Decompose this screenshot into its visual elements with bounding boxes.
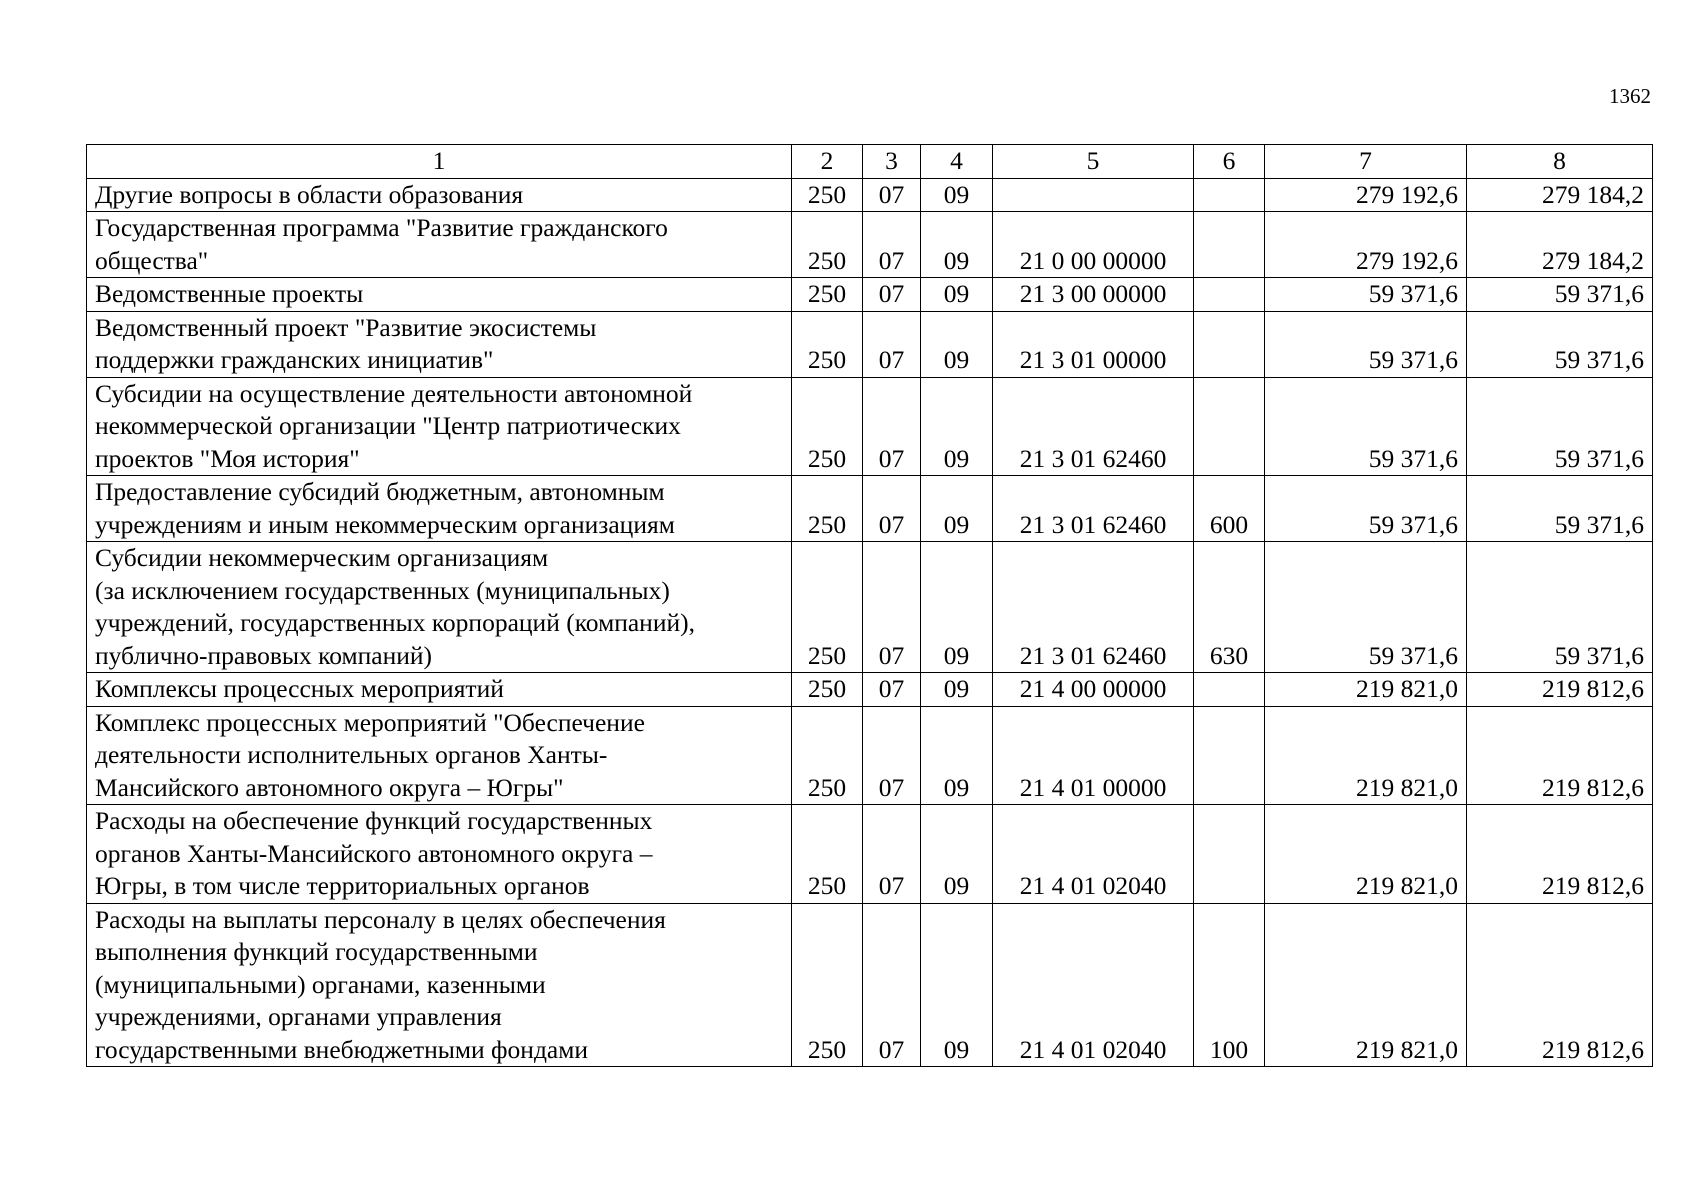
header-cell: 6 [1194, 145, 1265, 179]
table-header-row [87, 145, 1653, 179]
row-name-cell [87, 476, 792, 542]
table-row [87, 278, 1653, 312]
amount-col7-cell: 59 371,6 [1265, 542, 1467, 673]
expense-type-cell [1194, 673, 1265, 707]
table-row [87, 706, 1653, 805]
subsection-code-cell: 09 [921, 377, 993, 476]
row-name-line: учреждениями, органами управления [95, 1002, 502, 1031]
table-row [87, 311, 1653, 377]
subsection-code-cell: 09 [921, 476, 993, 542]
amount-col7-cell: 219 821,0 [1265, 673, 1467, 707]
subsection-code-cell: 09 [921, 903, 993, 1067]
amount-col8-cell: 59 371,6 [1467, 542, 1653, 673]
row-name-line: Предоставление субсидий бюджетным, автономным [95, 477, 665, 506]
row-name-line: деятельности исполнительных органов Ханты- [95, 740, 608, 769]
expense-type-cell [1194, 706, 1265, 805]
target-article-cell: 21 3 00 00000 [993, 278, 1194, 312]
amount-col8-cell: 219 812,6 [1467, 805, 1653, 904]
target-article-cell: 21 3 01 00000 [993, 311, 1194, 377]
target-article-cell: 21 4 01 02040 [993, 805, 1194, 904]
table-row [87, 903, 1653, 1067]
section-code-cell: 07 [863, 377, 921, 476]
row-name-cell [87, 278, 792, 312]
ved-code-cell: 250 [792, 377, 863, 476]
table-body [87, 145, 1653, 1067]
row-name-cell [87, 311, 792, 377]
subsection-code-cell: 09 [921, 706, 993, 805]
target-article-cell: 21 4 01 00000 [993, 706, 1194, 805]
subsection-code-cell: 09 [921, 212, 993, 278]
section-code-cell: 07 [863, 805, 921, 904]
amount-col7-cell: 59 371,6 [1265, 377, 1467, 476]
header-cell: 8 [1467, 145, 1653, 179]
expense-type-cell: 630 [1194, 542, 1265, 673]
ved-code-cell: 250 [792, 805, 863, 904]
amount-col8-cell: 219 812,6 [1467, 903, 1653, 1067]
row-name-line: Ведомственные проекты [95, 279, 364, 308]
amount-col8-cell: 59 371,6 [1467, 377, 1653, 476]
target-article-cell: 21 4 00 00000 [993, 673, 1194, 707]
ved-code-cell: 250 [792, 903, 863, 1067]
ved-code-cell: 250 [792, 311, 863, 377]
expense-type-cell [1194, 805, 1265, 904]
row-name-line: (за исключением государственных (муниципальных) [95, 575, 670, 605]
amount-col8-cell: 279 184,2 [1467, 212, 1653, 278]
amount-col7-cell: 219 821,0 [1265, 706, 1467, 805]
row-name-line: Государственная программа "Развитие гражданского [95, 213, 668, 242]
row-name-line: органов Ханты-Мансийского автономного округа – [95, 838, 653, 868]
subsection-code-cell: 09 [921, 178, 993, 212]
amount-col8-cell: 59 371,6 [1467, 311, 1653, 377]
ved-code-cell: 250 [792, 476, 863, 542]
ved-code-cell: 250 [792, 706, 863, 805]
target-article-cell [993, 178, 1194, 212]
subsection-code-cell: 09 [921, 542, 993, 673]
amount-col7-cell: 279 192,6 [1265, 178, 1467, 212]
header-cell: 3 [863, 145, 921, 179]
amount-col7-cell: 219 821,0 [1265, 805, 1467, 904]
header-cell: 4 [921, 145, 993, 179]
expense-type-cell [1194, 212, 1265, 278]
row-name-line: Расходы на выплаты персоналу в целях обеспечения [95, 904, 666, 934]
row-name-cell [87, 673, 792, 707]
row-name-line: учреждениям и иным некоммерческим организациям [95, 509, 675, 539]
amount-col8-cell: 219 812,6 [1467, 673, 1653, 707]
row-name-line: общества" [95, 245, 209, 275]
target-article-cell: 21 3 01 62460 [993, 542, 1194, 673]
row-name-line: (муниципальными) органами, казенными [95, 969, 546, 999]
subsection-code-cell: 09 [921, 673, 993, 707]
row-name-line: Субсидии некоммерческим организациям [95, 543, 549, 572]
ved-code-cell: 250 [792, 212, 863, 278]
expense-type-cell [1194, 311, 1265, 377]
ved-code-cell: 250 [792, 542, 863, 673]
amount-col8-cell: 279 184,2 [1467, 178, 1653, 212]
amount-col8-cell: 59 371,6 [1467, 278, 1653, 312]
section-code-cell: 07 [863, 278, 921, 312]
row-name-cell [87, 377, 792, 476]
table-row [87, 212, 1653, 278]
section-code-cell: 07 [863, 673, 921, 707]
row-name-line: Югры, в том числе территориальных органов [95, 871, 590, 900]
header-cell: 2 [792, 145, 863, 179]
table-row [87, 377, 1653, 476]
amount-col7-cell: 59 371,6 [1265, 476, 1467, 542]
table-row [87, 476, 1653, 542]
ved-code-cell: 250 [792, 178, 863, 212]
table-row [87, 673, 1653, 707]
table-row [87, 805, 1653, 904]
table-row [87, 178, 1653, 212]
expense-type-cell [1194, 278, 1265, 312]
target-article-cell: 21 3 01 62460 [993, 476, 1194, 542]
row-name-line: Расходы на обеспечение функций государственных [95, 806, 653, 835]
target-article-cell: 21 3 01 62460 [993, 377, 1194, 476]
row-name-line: государственными внебюджетными фондами [95, 1034, 589, 1064]
row-name-line: Мансийского автономного округа – Югры" [95, 772, 564, 802]
row-name-line: проектов "Моя история" [95, 443, 360, 473]
row-name-line: Комплексы процессных мероприятий [95, 674, 504, 703]
section-code-cell: 07 [863, 212, 921, 278]
section-code-cell: 07 [863, 178, 921, 212]
row-name-cell [87, 178, 792, 212]
row-name-line: Другие вопросы в области образования [95, 179, 524, 209]
row-name-line: некоммерческой организации "Центр патриотических [95, 411, 681, 440]
amount-col7-cell: 279 192,6 [1265, 212, 1467, 278]
header-cell: 5 [993, 145, 1194, 179]
header-cell: 7 [1265, 145, 1467, 179]
budget-table [86, 144, 1653, 1067]
section-code-cell: 07 [863, 542, 921, 673]
row-name-line: Субсидии на осуществление деятельности автономной [95, 378, 693, 408]
page-number: 1362 [1609, 84, 1651, 108]
header-cell: 1 [87, 145, 792, 179]
target-article-cell: 21 4 01 02040 [993, 903, 1194, 1067]
row-name-line: Ведомственный проект "Развитие экосистемы [95, 312, 597, 342]
amount-col7-cell: 59 371,6 [1265, 311, 1467, 377]
row-name-line: поддержки гражданских инициатив" [95, 345, 494, 374]
ved-code-cell: 250 [792, 673, 863, 707]
amount-col7-cell: 219 821,0 [1265, 903, 1467, 1067]
amount-col7-cell: 59 371,6 [1265, 278, 1467, 312]
subsection-code-cell: 09 [921, 278, 993, 312]
row-name-cell [87, 542, 792, 673]
expense-type-cell: 100 [1194, 903, 1265, 1067]
row-name-cell [87, 805, 792, 904]
expense-type-cell [1194, 178, 1265, 212]
expense-type-cell [1194, 377, 1265, 476]
section-code-cell: 07 [863, 476, 921, 542]
row-name-line: публично-правовых компаний) [95, 640, 433, 670]
ved-code-cell: 250 [792, 278, 863, 312]
section-code-cell: 07 [863, 903, 921, 1067]
row-name-cell [87, 903, 792, 1067]
table-row [87, 542, 1653, 673]
row-name-line: Комплекс процессных мероприятий "Обеспечение [95, 707, 645, 737]
subsection-code-cell: 09 [921, 311, 993, 377]
expense-type-cell: 600 [1194, 476, 1265, 542]
subsection-code-cell: 09 [921, 805, 993, 904]
row-name-cell [87, 706, 792, 805]
section-code-cell: 07 [863, 706, 921, 805]
row-name-cell [87, 212, 792, 278]
section-code-cell: 07 [863, 311, 921, 377]
row-name-line: учреждений, государственных корпораций (компаний), [95, 608, 695, 637]
row-name-line: выполнения функций государственными [95, 937, 538, 966]
amount-col8-cell: 59 371,6 [1467, 476, 1653, 542]
amount-col8-cell: 219 812,6 [1467, 706, 1653, 805]
target-article-cell: 21 0 00 00000 [993, 212, 1194, 278]
